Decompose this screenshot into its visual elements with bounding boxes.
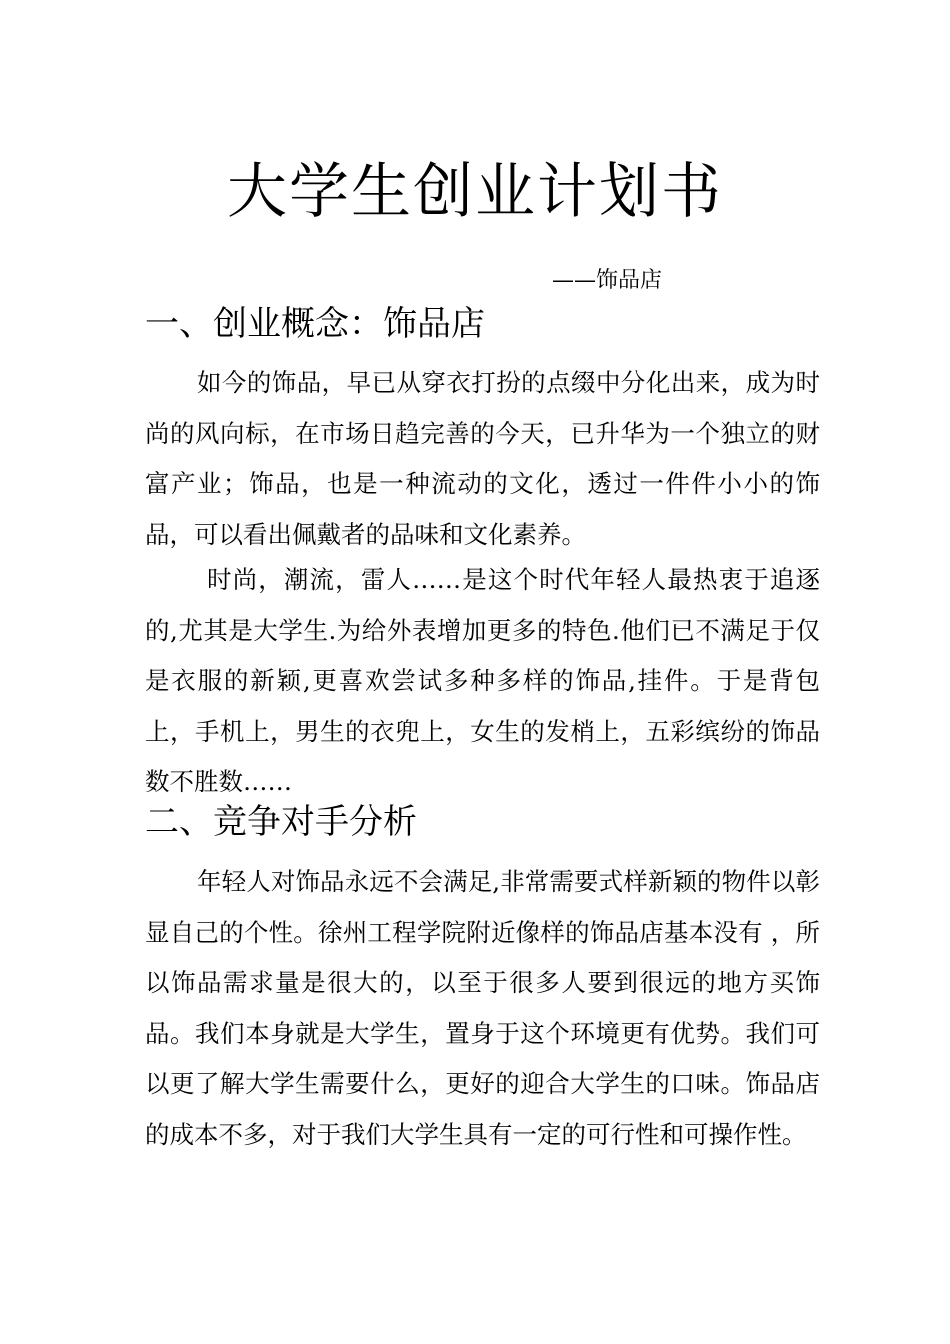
paragraph-competition-1: 年轻人对饰品永远不会满足,非常需要式样新颖的物件以彰显自己的个性。徐州工程学院附近像样的饰品店基本没有 ，所以饰品需求量是很大的，以至于很多人要到很远的地方买饰品。我们本身就是大学生，置身于这个环境更有优势。我们可以更了解大学生需要什么，更好的迎合大学生的口味。饰品店的成本不多，对于我们大学生具有一定的可行性和可操作性。 — [145, 867, 820, 1149]
section-heading-concept: 一、创业概念：饰品店 — [145, 304, 485, 344]
document-title: 大学生创业计划书 — [227, 157, 723, 227]
document-subtitle: ——饰品店 — [552, 268, 663, 293]
paragraph-concept-2: 时尚，潮流，雷人……是这个时代年轻人最热衷于追逐的,尤其是大学生.为给外表增加更多的特色.他们已不满足于仅是衣服的新颖,更喜欢尝试多种多样的饰品,挂件。于是背包上，手机上，男生的衣兜上，女生的发梢上，五彩缤纷的饰品数不胜数…… — [145, 565, 820, 796]
paragraph-concept-1: 如今的饰品，早已从穿衣打扮的点缀中分化出来，成为时尚的风向标，在市场日趋完善的今天，已升华为一个独立的财富产业；饰品，也是一种流动的文化，透过一件件小小的饰品，可以看出佩戴者的品味和文化素养。 — [145, 368, 820, 549]
section-heading-competition: 二、竞争对手分析 — [145, 802, 417, 842]
